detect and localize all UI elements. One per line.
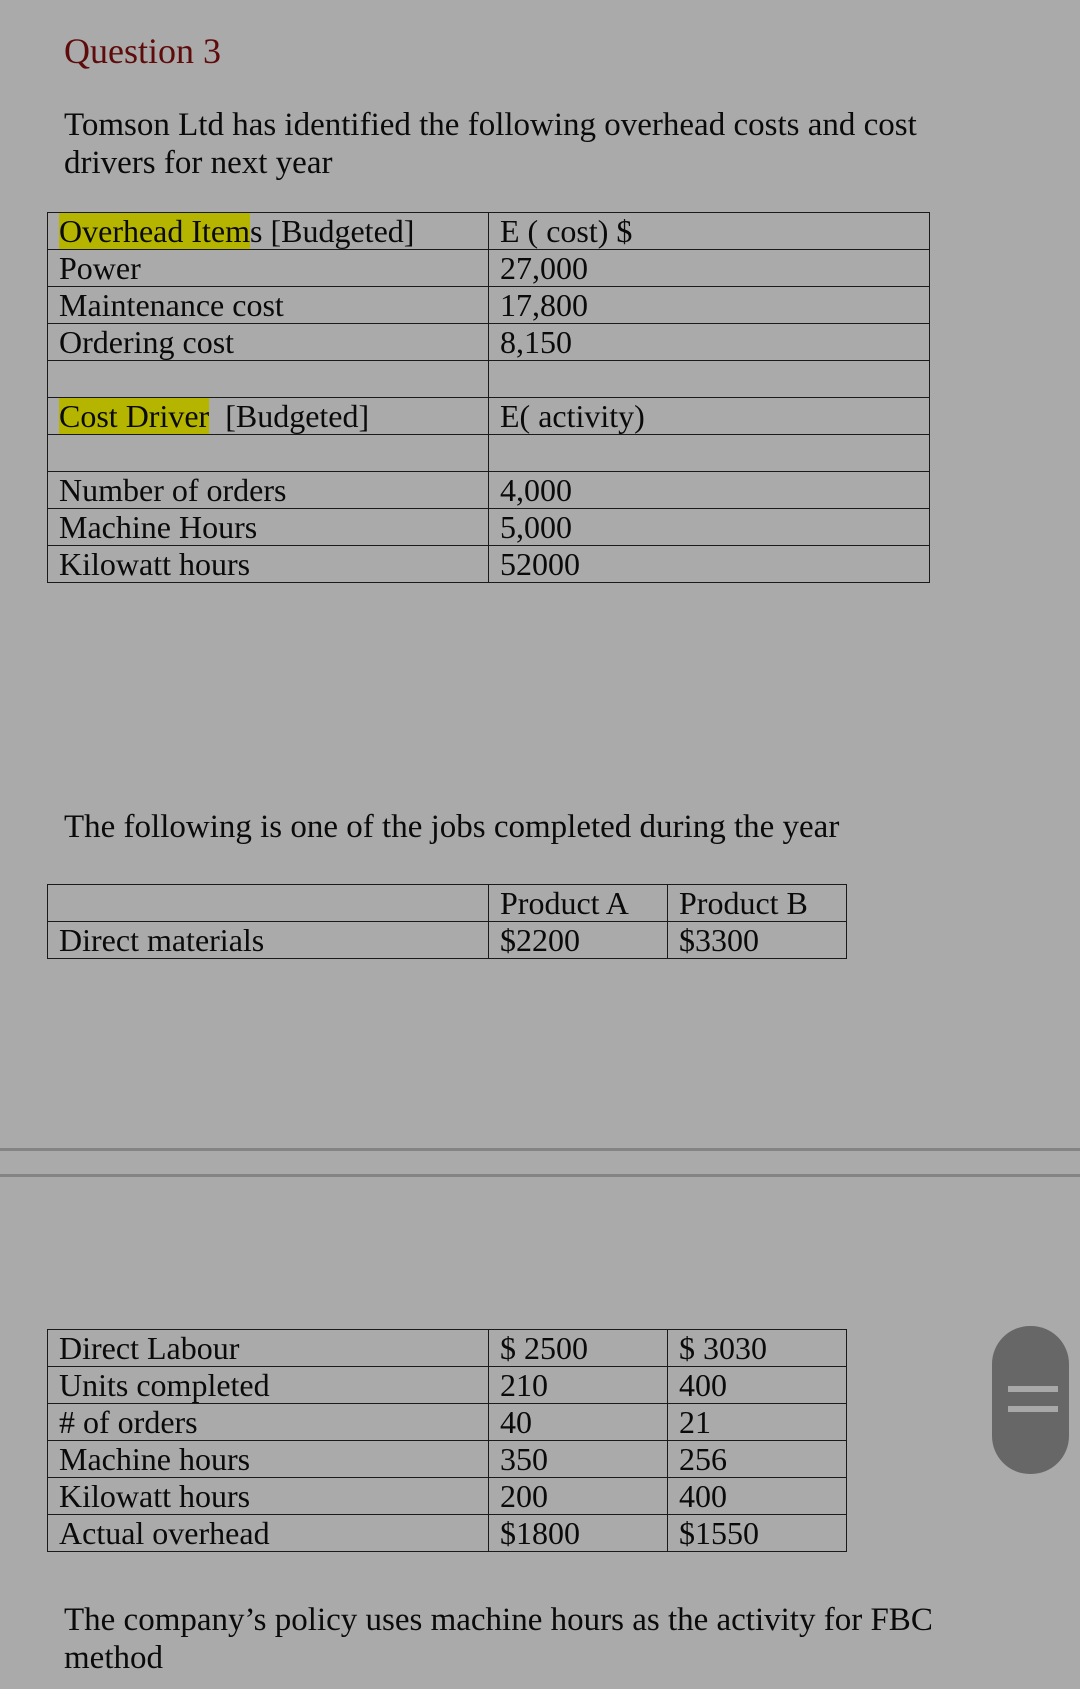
cell-product-a: 40 — [489, 1404, 668, 1441]
overhead-header-value: E ( cost) $ — [489, 213, 930, 250]
row-value: 52000 — [489, 546, 930, 583]
row-value: 4,000 — [489, 472, 930, 509]
row-label: Ordering cost — [48, 324, 489, 361]
table-row — [48, 213, 930, 250]
table-row — [48, 1441, 847, 1478]
table-row — [48, 398, 930, 435]
intro-text: Tomson Ltd has identified the following overhead costs and cost drivers for next year — [64, 107, 917, 181]
table-row — [48, 1367, 847, 1404]
policy-text: The company’s policy uses machine hours as the activity for FBC method — [64, 1602, 933, 1676]
cell-product-b: 21 — [668, 1404, 847, 1441]
cell-product-a: 200 — [489, 1478, 668, 1515]
table-row — [48, 546, 930, 583]
row-value: 8,150 — [489, 324, 930, 361]
handle-line — [1008, 1406, 1058, 1412]
table-row — [48, 287, 930, 324]
table-row — [48, 922, 847, 959]
row-value: 5,000 — [489, 509, 930, 546]
row-label: Power — [48, 250, 489, 287]
row-label: Units completed — [48, 1367, 489, 1404]
driver-header-label: Cost Driver [Budgeted] — [48, 398, 489, 435]
column-header — [48, 885, 489, 922]
table-row — [48, 509, 930, 546]
column-header-product-a: Product A — [489, 885, 668, 922]
table-row — [48, 250, 930, 287]
cell-product-b: $3300 — [668, 922, 847, 959]
table-row — [48, 472, 930, 509]
row-label: Machine hours — [48, 1441, 489, 1478]
table-row — [48, 1478, 847, 1515]
highlight: Cost Driver — [59, 398, 210, 434]
cell-product-b: 256 — [668, 1441, 847, 1478]
table-header-row — [48, 885, 847, 922]
column-header-product-b: Product B — [668, 885, 847, 922]
cell-product-b: $ 3030 — [668, 1330, 847, 1367]
table-row — [48, 1515, 847, 1552]
question-title: Question 3 — [64, 31, 221, 71]
row-value: 17,800 — [489, 287, 930, 324]
cell-product-a: 350 — [489, 1441, 668, 1478]
row-label: Actual overhead — [48, 1515, 489, 1552]
row-label: Kilowatt hours — [48, 1478, 489, 1515]
row-value: 27,000 — [489, 250, 930, 287]
cell-product-b: $1550 — [668, 1515, 847, 1552]
budget-table — [47, 212, 930, 583]
cell-product-b: 400 — [668, 1367, 847, 1404]
row-label: Number of orders — [48, 472, 489, 509]
jobs-text: The following is one of the jobs completed during the year — [64, 809, 840, 845]
table-row — [48, 1404, 847, 1441]
table-row — [48, 1330, 847, 1367]
driver-header-value: E( activity) — [489, 398, 930, 435]
overhead-header-label: Overhead Items [Budgeted] — [48, 213, 489, 250]
jobs-table-top — [47, 884, 847, 959]
jobs-table-bottom — [47, 1329, 847, 1552]
highlight: Overhead Item — [59, 213, 251, 249]
table-row — [48, 324, 930, 361]
page-divider-top — [0, 1148, 1080, 1151]
row-label: Direct materials — [48, 922, 489, 959]
row-label: Maintenance cost — [48, 287, 489, 324]
row-label: Kilowatt hours — [48, 546, 489, 583]
handle-line — [1008, 1386, 1058, 1392]
cell-product-b: 400 — [668, 1478, 847, 1515]
drag-handle-icon[interactable] — [992, 1326, 1069, 1474]
cell-product-a: 210 — [489, 1367, 668, 1404]
cell-product-a: $2200 — [489, 922, 668, 959]
table-row-empty — [48, 435, 930, 472]
row-label: Machine Hours — [48, 509, 489, 546]
cell-product-a: $1800 — [489, 1515, 668, 1552]
cell-product-a: $ 2500 — [489, 1330, 668, 1367]
table-row-empty — [48, 361, 930, 398]
page-divider-bottom — [0, 1174, 1080, 1177]
row-label: # of orders — [48, 1404, 489, 1441]
row-label: Direct Labour — [48, 1330, 489, 1367]
